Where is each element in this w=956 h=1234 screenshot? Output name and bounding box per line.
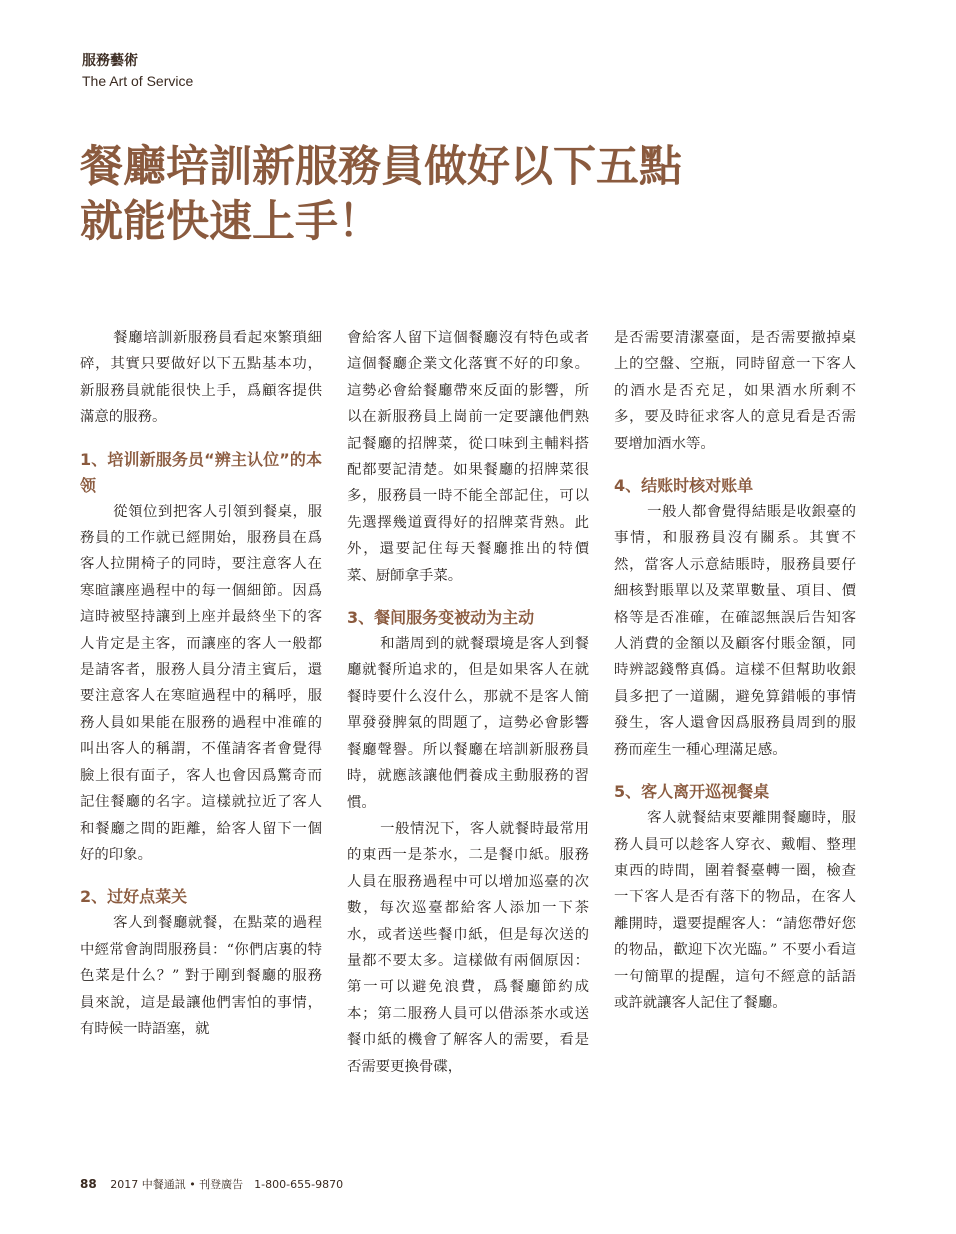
section-3-paragraph-1: 和諧周到的就餐環境是客人到餐廳就餐所追求的，但是如果客人在就餐時要什么沒什么，那就不是客人簡單發發脾氣的問題了，這勢必會影響餐廳聲譽。所以餐廳在培訓新服務員時，就應該讓他們養成主動服務的習慣。 — [347, 636, 589, 811]
article-title — [80, 140, 840, 250]
section-label-zh: 服務藝術 — [82, 53, 138, 69]
intro-paragraph: 餐廳培訓新服務員看起來繁瑣細碎，其實只要做好以下五點基本功，新服務員就能很快上手，爲顧客提供滿意的服務。 — [80, 330, 322, 426]
text-column-2 — [347, 325, 589, 1080]
section-5-paragraph: 客人就餐結束要離開餐廳時，服務人員可以趁客人穿衣、戴帽、整理東西的時間，圍着餐臺轉一圈，檢查一下客人是否有落下的物品，在客人離開時，還要提醒客人：“請您帶好您的物品，歡迎下次光臨。” 不要小看這一句簡單的提醒，這句不經意的話語或許就讓客人記住了餐廳。 — [614, 810, 856, 1011]
text-column-1 — [80, 325, 322, 1042]
section-1-paragraph: 從領位到把客人引領到餐桌，服務員的工作就已經開始，服務員在爲客人拉開椅子的同時，要注意客人在寒暄讓座過程中的每一個細節。因爲這時被堅持讓到上座并最終坐下的客人肯定是主客，而讓座的客人一般都是請客者，服務人員分清主賓后，還要注意客人在寒暄過程中的稱呼，服務人員如果能在服務的過程中准確的叫出客人的稱謂，不僅請客者會覺得臉上很有面子，客人也會因爲驚奇而記住餐廳的名字。這樣就拉近了客人和餐廳之間的距離，給客人留下一個好的印象。 — [80, 503, 322, 863]
section-2-paragraph-continued: 會給客人留下這個餐廳沒有特色或者這個餐廳企業文化落實不好的印象。這勢必會給餐廳帶來反面的影響，所以在新服務員上崗前一定要讓他們熟記餐廳的招牌菜，從口味到主輔料搭配都要記清楚。如果餐廳的招牌菜很多，服務員一時不能全部記住，可以先選擇幾道賣得好的招牌菜背熟。此外，還要記住每天餐廳推出的特價菜、厨師拿手菜。 — [347, 330, 589, 584]
page-footer — [80, 1176, 343, 1192]
section-4-heading: 4、结账时核对账单 — [614, 476, 754, 496]
section-2-paragraph: 客人到餐廳就餐，在點菜的過程中經常會詢問服務員：“你們店裏的特色菜是什么？” 對于剛到餐廳的服務員來說，這是最讓他們害怕的事情，有時候一時語塞，就 — [80, 915, 322, 1037]
section-2-heading: 2、过好点菜关 — [80, 887, 188, 907]
section-3-paragraph-2: 一般情況下，客人就餐時最常用的東西一是茶水，二是餐巾紙。服務人員在服務過程中可以增加巡臺的次數，每次巡臺都給客人添加一下茶水，或者送些餐巾紙，但是每次送的量都不要太多。這樣做有兩個原因：第一可以避免浪費，爲餐廳節約成本；第二服務人員可以借添茶水或送餐巾紙的機會了解客人的需要，看是否需要更換骨碟， — [347, 820, 589, 1075]
text-column-3 — [614, 325, 856, 1016]
page-number: 88 — [80, 1177, 97, 1191]
section-label-en: The Art of Service — [82, 73, 194, 89]
title-line-1: 餐廳培訓新服務員做好以下五點 — [80, 142, 682, 192]
section-3-paragraph-2-continued: 是否需要清潔臺面，是否需要撤掉桌上的空盤、空瓶，同時留意一下客人的酒水是否充足，如果酒水所剩不多，要及時征求客人的意見看是否需要增加酒水等。 — [614, 330, 856, 452]
section-4-paragraph: 一般人都會覺得結賬是收銀臺的事情，和服務員沒有關系。其實不然，當客人示意結賬時，服務員要仔細核對賬單以及菜單數量、項目、價格等是否准確，在確認無誤后告知客人消費的金額以及顧客付賬金額，同時辨認錢幣真僞。這樣不但幫助收銀員多把了一道關，避免算錯帳的事情發生，客人還會因爲服務員周到的服務而産生一種心理滿足感。 — [614, 504, 856, 758]
title-line-2: 就能快速上手！ — [80, 197, 381, 247]
section-1-heading: 1、培训新服务员“辨主认位”的本领 — [80, 449, 322, 495]
section-3-heading: 3、餐间服务变被动为主动 — [347, 608, 535, 628]
section-5-heading: 5、客人离开巡视餐桌 — [614, 782, 770, 802]
footer-text: 2017 中餐通訊 • 刊登廣告 1-800-655-9870 — [110, 1178, 344, 1191]
